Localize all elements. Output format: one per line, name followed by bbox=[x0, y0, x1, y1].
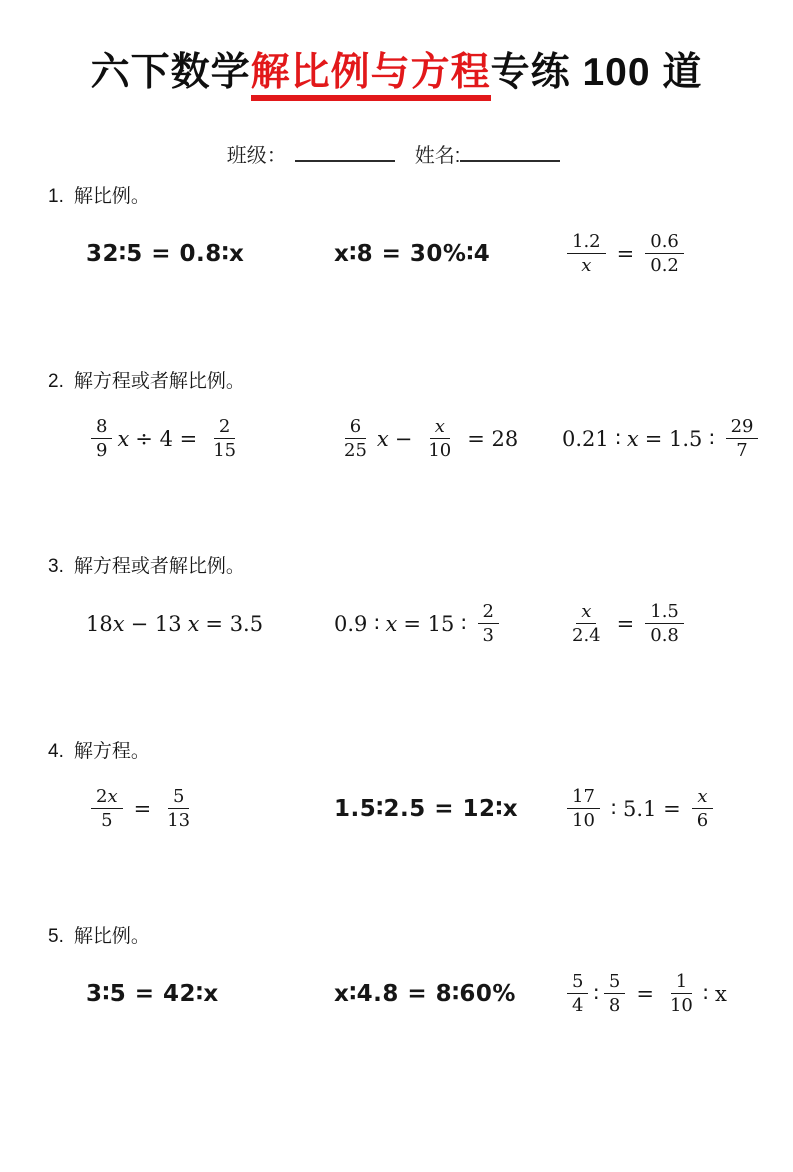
equation-tail: = 28 bbox=[467, 426, 519, 451]
variable-x: x bbox=[376, 426, 389, 451]
equals-sign: = bbox=[616, 241, 635, 266]
operator: = 15 ∶ bbox=[403, 611, 467, 636]
problem bbox=[562, 416, 793, 462]
fraction bbox=[567, 231, 606, 277]
fraction-numerator: 5 bbox=[168, 786, 189, 810]
operator: = 1.5 ∶ bbox=[644, 426, 715, 451]
fraction-denominator: 9 bbox=[96, 440, 108, 462]
class-blank bbox=[295, 145, 395, 162]
section-4 bbox=[0, 739, 793, 924]
variable-x: x bbox=[112, 611, 125, 636]
problem-row bbox=[48, 962, 793, 1026]
fraction-numerator: 6 bbox=[345, 416, 366, 440]
math-expression: 32∶5 = 0.8∶x bbox=[86, 240, 245, 267]
fraction-numerator: 2 bbox=[478, 601, 499, 625]
fraction bbox=[726, 416, 759, 462]
fraction-numerator: 2 bbox=[214, 416, 235, 440]
fraction bbox=[692, 786, 713, 832]
fraction-denominator: 4 bbox=[572, 995, 584, 1017]
fraction bbox=[645, 601, 684, 647]
problem bbox=[334, 601, 562, 647]
fraction-denominator: 10 bbox=[669, 995, 693, 1017]
operator: ∶ 5.1 = bbox=[610, 796, 681, 821]
math-expression bbox=[86, 612, 269, 636]
problem bbox=[562, 971, 793, 1017]
fraction bbox=[91, 416, 112, 462]
section-5 bbox=[0, 924, 793, 1109]
title-highlight: 解比例与方程 bbox=[251, 53, 491, 101]
fraction-denominator: 8 bbox=[608, 995, 621, 1017]
problem bbox=[86, 416, 334, 462]
fraction bbox=[604, 971, 625, 1017]
math-expression: 3∶5 = 42∶x bbox=[86, 980, 219, 1007]
fraction-numerator: 5 bbox=[604, 971, 625, 995]
problem-row bbox=[48, 222, 793, 286]
minus-sign: − bbox=[394, 426, 413, 451]
section-heading bbox=[48, 184, 793, 210]
math-expression bbox=[86, 786, 200, 832]
coefficient: 18 bbox=[86, 611, 113, 636]
section-title: 解比例。 bbox=[73, 925, 150, 947]
problem bbox=[86, 786, 334, 832]
fraction bbox=[567, 786, 600, 832]
math-expression bbox=[334, 416, 518, 462]
variable-x: x bbox=[117, 426, 130, 451]
section-title: 解比例。 bbox=[73, 185, 150, 207]
equation-lead: 0.21 ∶ bbox=[562, 426, 621, 451]
fraction bbox=[91, 786, 123, 832]
problem-row bbox=[48, 592, 793, 656]
math-expression bbox=[86, 416, 246, 462]
fraction-numerator: 1 bbox=[671, 971, 692, 995]
operator: − 13 bbox=[130, 611, 182, 636]
problem bbox=[86, 612, 334, 636]
section-3 bbox=[0, 554, 793, 739]
fraction-denominator: 15 bbox=[213, 440, 237, 462]
equation-lead: 0.9 ∶ bbox=[334, 611, 380, 636]
fraction-numerator: 5 bbox=[567, 971, 588, 995]
math-expression bbox=[562, 786, 718, 832]
math-expression: x∶8 = 30%∶4 bbox=[334, 240, 491, 267]
fraction-denominator: 5 bbox=[101, 810, 113, 832]
coefficient: 2 bbox=[96, 785, 108, 807]
fraction bbox=[423, 416, 456, 462]
math-expression bbox=[562, 971, 727, 1017]
fraction-denominator: 13 bbox=[167, 810, 191, 832]
problem-row bbox=[48, 407, 793, 471]
variable-x: x bbox=[626, 426, 639, 451]
fraction-numerator: 1.2 bbox=[567, 231, 606, 255]
problem bbox=[562, 231, 793, 277]
variable-x: x bbox=[385, 611, 398, 636]
problem bbox=[334, 416, 562, 462]
fraction-numerator: 0.6 bbox=[645, 231, 684, 255]
equals-sign: = bbox=[616, 611, 635, 636]
fraction-denominator: 0.2 bbox=[650, 255, 679, 277]
fraction-denominator: 25 bbox=[344, 440, 367, 462]
section-number: 5. bbox=[48, 925, 64, 947]
page-title bbox=[0, 50, 793, 101]
fraction-numerator: x bbox=[430, 416, 450, 440]
fraction-numerator: 17 bbox=[567, 786, 600, 810]
section-title: 解方程。 bbox=[73, 740, 150, 762]
fraction bbox=[162, 786, 195, 832]
section-heading bbox=[48, 369, 793, 395]
math-expression bbox=[562, 231, 689, 277]
fraction-numerator: x bbox=[692, 786, 712, 810]
problem bbox=[86, 981, 334, 1007]
equals-sign: = bbox=[133, 796, 152, 821]
problem bbox=[86, 241, 334, 267]
section-heading bbox=[48, 554, 793, 580]
variable-x: x bbox=[107, 785, 118, 807]
variable-x: x bbox=[187, 611, 200, 636]
section-1 bbox=[0, 184, 793, 369]
math-expression bbox=[562, 601, 689, 647]
fraction bbox=[665, 971, 698, 1017]
section-number: 2. bbox=[48, 370, 64, 392]
fraction bbox=[478, 601, 499, 647]
equation-tail: ∶ x bbox=[702, 981, 727, 1006]
fraction bbox=[567, 601, 606, 647]
student-info-row bbox=[0, 139, 793, 168]
problem bbox=[334, 241, 562, 267]
section-title: 解方程或者解比例。 bbox=[73, 555, 245, 577]
fraction-numerator bbox=[91, 786, 123, 810]
math-expression: x∶4.8 = 8∶60% bbox=[334, 980, 516, 1007]
problem bbox=[334, 981, 562, 1007]
section-heading bbox=[48, 924, 793, 950]
fraction-numerator: 1.5 bbox=[645, 601, 684, 625]
section-2 bbox=[0, 369, 793, 554]
fraction-denominator: 3 bbox=[482, 625, 494, 647]
problem bbox=[562, 786, 793, 832]
title-suffix: 专练 100 道 bbox=[490, 51, 703, 94]
name-blank bbox=[460, 145, 560, 162]
fraction bbox=[567, 971, 588, 1017]
fraction-denominator: 7 bbox=[736, 440, 748, 462]
fraction-denominator: 10 bbox=[572, 810, 595, 832]
fraction bbox=[645, 231, 684, 277]
section-number: 3. bbox=[48, 555, 64, 577]
section-heading bbox=[48, 739, 793, 765]
worksheet-page bbox=[0, 50, 793, 1109]
fraction-denominator: 0.8 bbox=[650, 625, 679, 647]
fraction bbox=[339, 416, 372, 462]
section-number: 1. bbox=[48, 185, 64, 207]
problem bbox=[334, 796, 562, 822]
fraction-denominator: 6 bbox=[696, 810, 709, 832]
ratio-colon: ∶ bbox=[593, 981, 599, 1006]
section-number: 4. bbox=[48, 740, 64, 762]
name-label: 姓名: bbox=[414, 144, 461, 167]
title-prefix: 六下数学 bbox=[90, 51, 251, 94]
problem bbox=[562, 601, 793, 647]
equals-sign: = bbox=[636, 981, 654, 1006]
math-expression bbox=[334, 601, 504, 647]
fraction-denominator: 10 bbox=[428, 440, 452, 462]
equation-tail: = 3.5 bbox=[205, 611, 264, 636]
fraction-numerator: 8 bbox=[91, 416, 112, 440]
fraction-denominator: x bbox=[581, 255, 592, 277]
operator: ÷ 4 = bbox=[135, 426, 198, 451]
fraction bbox=[208, 416, 241, 462]
section-title: 解方程或者解比例。 bbox=[73, 370, 245, 392]
math-expression bbox=[562, 416, 763, 462]
fraction-numerator: 29 bbox=[726, 416, 759, 440]
fraction-denominator: 2.4 bbox=[572, 625, 601, 647]
math-expression: 1.5∶2.5 = 12∶x bbox=[334, 795, 519, 822]
fraction-numerator: x bbox=[576, 601, 596, 625]
problem-row bbox=[48, 777, 793, 841]
class-label: 班级： bbox=[226, 144, 287, 167]
